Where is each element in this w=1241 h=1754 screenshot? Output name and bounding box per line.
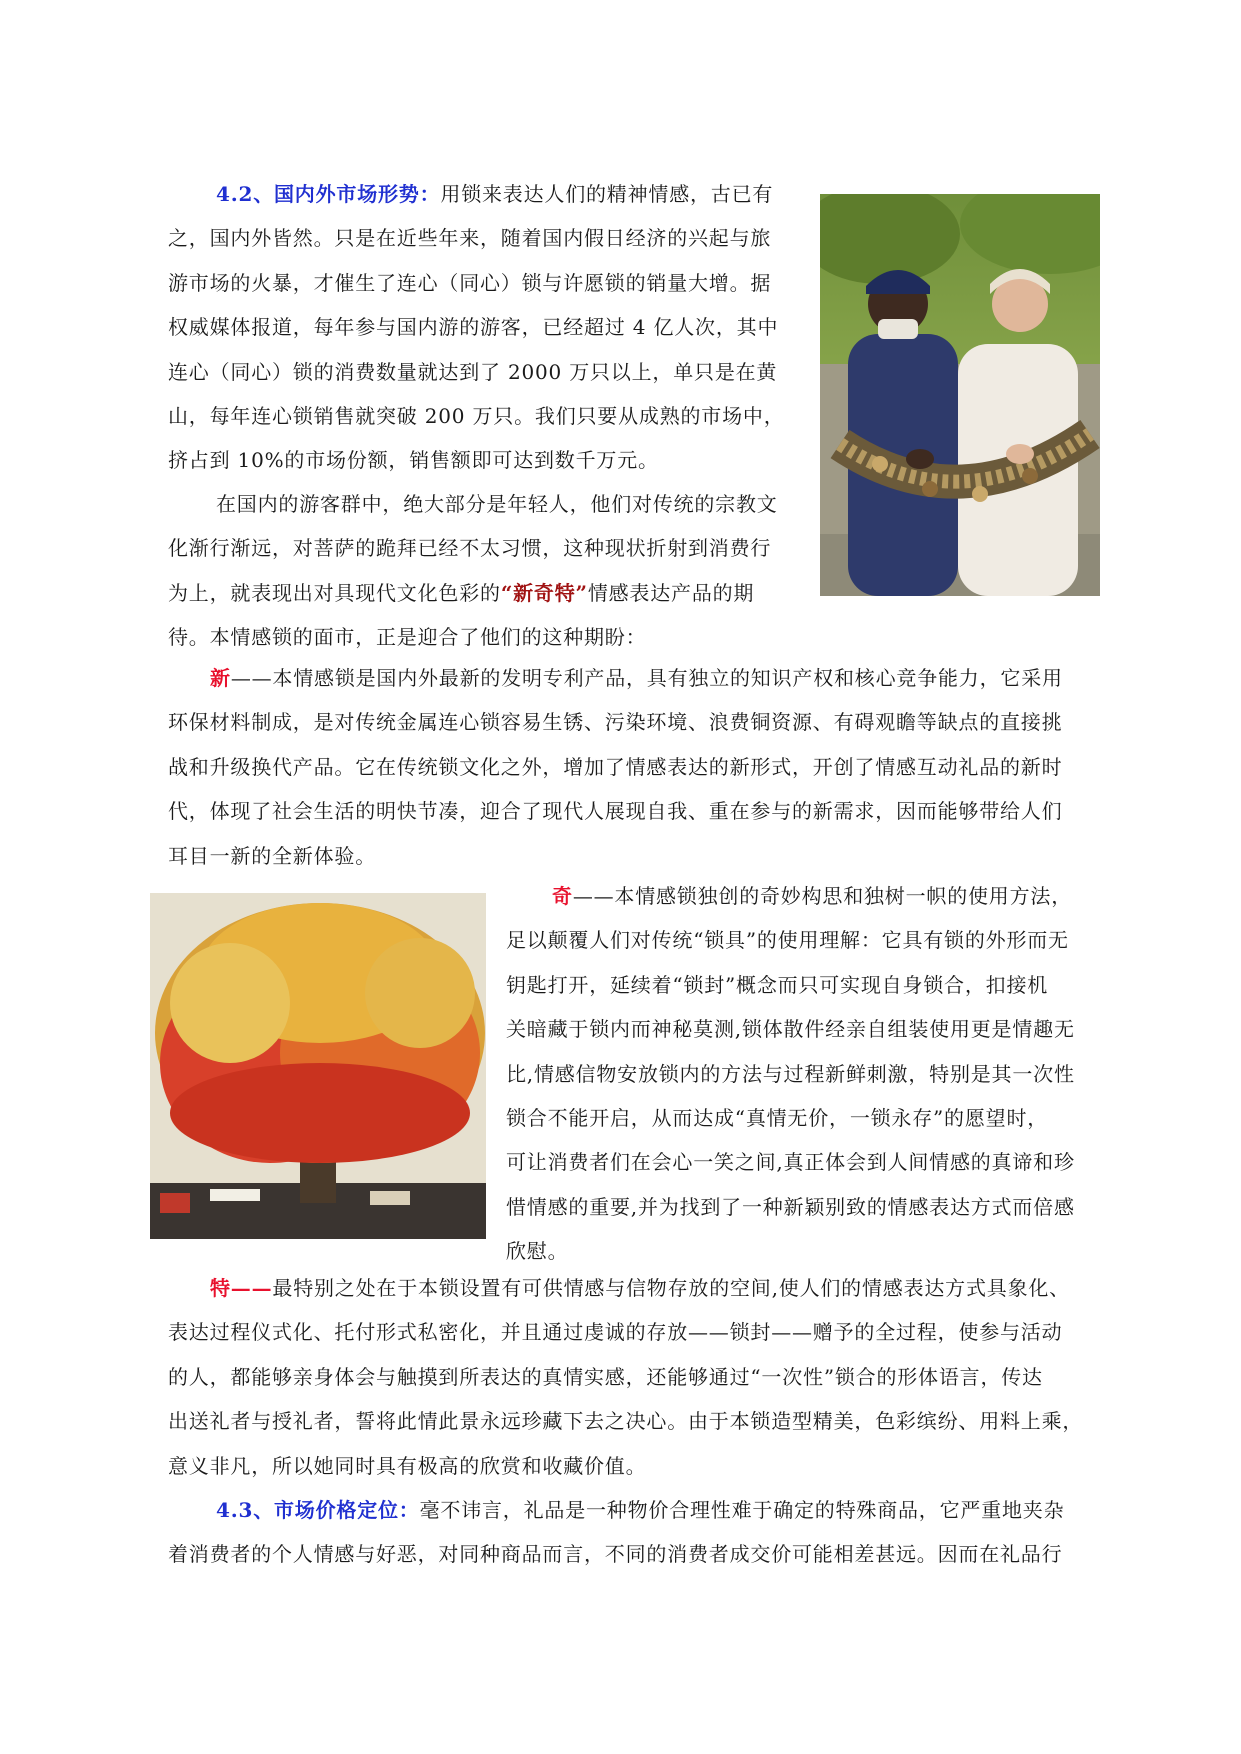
section-4-3-heading: 4.3、市场价格定位： xyxy=(216,1498,420,1522)
text-line: 足以颠覆人们对传统“锁具”的使用理解：它具有锁的外形而无 xyxy=(506,928,1069,953)
text-line: 奇——本情感锁独创的奇妙构思和独树一帜的使用方法， xyxy=(552,884,1073,908)
text-line: 钥匙打开，延续着“锁封”概念而只可实现自身锁合，扣接机 xyxy=(506,972,1049,997)
marker-xin: 新 xyxy=(210,666,231,690)
section-4-3 xyxy=(168,1488,1098,1577)
text-line: 待。本情感锁的面市，正是迎合了他们的这种期盼： xyxy=(168,625,647,650)
text-line: 着消费者的个人情感与好恶，对同种商品而言，不同的消费者成交价可能相差甚远。因而在礼品行 xyxy=(168,1542,1063,1567)
text-line: 耳目一新的全新体验。 xyxy=(168,843,376,868)
text-line: 关暗藏于锁内而神秘莫测,锁体散件经亲自组装使用更是情趣无 xyxy=(506,1017,1075,1042)
marker-qi: 奇 xyxy=(552,884,573,908)
paragraph-youth xyxy=(168,482,808,660)
section-4-2-line-1 xyxy=(168,172,808,216)
highlight-xinqite: “新奇特” xyxy=(500,580,588,605)
text-line: 山，每年连心锁销售就突破 200 万只。我们只要从成熟的市场中， xyxy=(168,403,785,428)
paragraph-te xyxy=(168,1266,1098,1488)
text-line: 可让消费者们在会心一笑之间,真正体会到人间情感的真谛和珍 xyxy=(506,1150,1075,1175)
text-line: 比,情感信物安放锁内的方法与过程新鲜刺激，特别是其一次性 xyxy=(506,1061,1075,1086)
text-line: 用锁来表达人们的精神情感，古已有 xyxy=(440,182,774,206)
text-line: 环保材料制成，是对传统金属连心锁容易生锈、污染环境、浪费铜资源、有碍观瞻等缺点的直接挑 xyxy=(168,710,1063,735)
marker-te: 特—— xyxy=(210,1276,273,1300)
text-line: 意义非凡，所以她同时具有极高的欣赏和收藏价值。 xyxy=(168,1453,647,1478)
text-line: 锁合不能开启，从而达成“真情无价，一锁永存”的愿望时， xyxy=(506,1105,1049,1130)
text-line: 游市场的火暴，才催生了连心（同心）锁与许愿锁的销量大增。据 xyxy=(168,270,772,295)
text-line: 代，体现了社会生活的明快节凑，迎合了现代人展现自我、重在参与的新需求，因而能够带给人们 xyxy=(168,799,1063,824)
text-line: 出送礼者与授礼者，誓将此情此景永远珍藏下去之决心。由于本锁造型精美，色彩缤纷、用料上乘， xyxy=(168,1409,1084,1434)
text-line: 惜情感的重要,并为找到了一种新颖别致的情感表达方式而倍感 xyxy=(506,1194,1075,1219)
text-line: 连心（同心）锁的消费数量就达到了 2000 万只以上，单只是在黄 xyxy=(168,359,778,384)
couple-with-locks-photo xyxy=(820,194,1100,596)
text-line: 特——最特别之处在于本锁设置有可供情感与信物存放的空间,使人们的情感表达方式具象化、 xyxy=(210,1276,1070,1300)
paragraph-qi xyxy=(506,874,1102,1274)
text-line: 化渐行渐远，对菩萨的跪拜已经不太习惯，这种现状折射到消费行 xyxy=(168,536,772,561)
wishing-tree-photo xyxy=(150,893,486,1239)
text-line: 为上，就表现出对具现代文化色彩的“新奇特”情感表达产品的期 xyxy=(168,580,755,605)
text-line: 之，国内外皆然。只是在近些年来，随着国内假日经济的兴起与旅 xyxy=(168,226,772,251)
text-line: 新——本情感锁是国内外最新的发明专利产品，具有独立的知识产权和核心竞争能力，它采用 xyxy=(210,666,1063,690)
text-line: 挤占到 10%的市场份额，销售额即可达到数千万元。 xyxy=(168,448,659,473)
text-line: 表达过程仪式化、托付形式私密化，并且通过虔诚的存放——锁封——赠予的全过程，使参与活动 xyxy=(168,1320,1063,1345)
section-4-2-heading: 4.2、国内外市场形势： xyxy=(216,182,441,206)
text-line: 战和升级换代产品。它在传统锁文化之外，增加了情感表达的新形式，开创了情感互动礼品的新时 xyxy=(168,754,1063,779)
text-line: 4.3、市场价格定位：毫不讳言，礼品是一种物价合理性难于确定的特殊商品，它严重地夹杂 xyxy=(216,1498,1065,1522)
text-line: 在国内的游客群中，绝大部分是年轻人，他们对传统的宗教文 xyxy=(216,492,778,516)
section-4-2 xyxy=(168,172,808,483)
text-line: 权威媒体报道，每年参与国内游的游客，已经超过 4 亿人次，其中 xyxy=(168,315,779,340)
paragraph-xin xyxy=(168,656,1098,878)
text-line: 欣慰。 xyxy=(506,1239,569,1264)
text-line: 的人，都能够亲身体会与触摸到所表达的真情实感，还能够通过“一次性”锁合的形体语言，传达 xyxy=(168,1364,1043,1389)
